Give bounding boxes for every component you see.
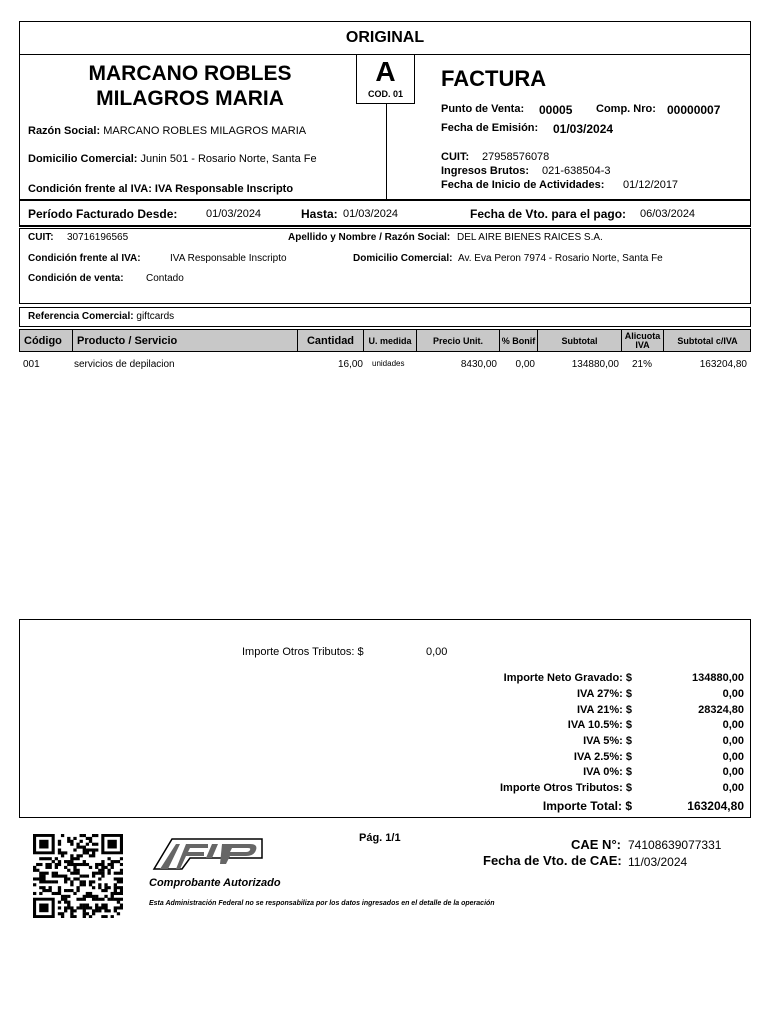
qr-code (33, 834, 123, 918)
afip-logo-text: AFIP (210, 870, 213, 871)
client-nombre-label: Apellido y Nombre / Razón Social: (288, 232, 451, 243)
total-line (20, 735, 750, 751)
referencia (28, 311, 174, 322)
client-domicilio-label: Domicilio Comercial: (353, 253, 453, 264)
total-line-label: Importe Otros Tributos: $ (499, 782, 632, 794)
client-venta-label: Condición de venta: (28, 273, 124, 284)
col-alicuota-line2: IVA (635, 340, 650, 350)
afip-logo-mark (150, 836, 266, 872)
client-cuit-value: 30716196565 (67, 232, 129, 243)
row-subtotal-iva: 163204,80 (699, 359, 747, 370)
total-line-label: IVA 27%: $ (576, 688, 632, 700)
col-alicuota (622, 330, 664, 352)
col-umedida: U. medida (364, 330, 417, 352)
issuer-name-line1: MARCANO ROBLES (88, 62, 292, 85)
col-subtotal-iva: Subtotal c/IVA (677, 335, 738, 346)
issuer-iva (28, 183, 293, 195)
invoice-header (19, 54, 751, 200)
row-subtotal: 134880,00 (571, 359, 619, 370)
comp-nro-value: 00000007 (667, 103, 721, 117)
row-bonif: 0,00 (515, 359, 535, 370)
grand-total-label: Importe Total: $ (542, 799, 632, 813)
client-nombre-value: DEL AIRE BIENES RAICES S.A. (457, 232, 603, 243)
row-codigo: 001 (23, 359, 40, 370)
row-precio: 8430,00 (460, 359, 497, 370)
punto-venta-value: 00005 (539, 103, 573, 117)
total-line-value: 0,00 (722, 688, 744, 700)
iibb-label: Ingresos Brutos: (441, 165, 530, 177)
col-subtotal: Subtotal (538, 330, 622, 352)
punto-venta-label: Punto de Venta: (441, 103, 525, 115)
referencia-label: Referencia Comercial: (28, 311, 134, 322)
total-line (20, 704, 750, 720)
client-iva-label: Condición frente al IVA: (28, 253, 141, 264)
page-number: Pág. 1/1 (359, 832, 401, 844)
period-row (19, 199, 751, 227)
referencia-value: giftcards (136, 311, 175, 322)
total-line-value: 0,00 (722, 751, 744, 763)
header-divider (386, 103, 387, 200)
total-line (20, 719, 750, 735)
doc-type-box (356, 54, 415, 104)
total-line-label: IVA 5%: $ (583, 735, 632, 747)
footer (19, 822, 751, 922)
total-line-value: 0,00 (722, 735, 744, 747)
iibb-value: 021-638504-3 (542, 165, 611, 177)
items-table-header (19, 329, 751, 352)
col-codigo: Código (20, 330, 73, 352)
inicio-value: 01/12/2017 (623, 179, 679, 191)
issuer-razon-social (28, 125, 306, 137)
fecha-emision-label: Fecha de Emisión: (441, 122, 539, 134)
otros-tributos-label: Importe Otros Tributos: $ (242, 646, 364, 658)
otros-tributos-value: 0,00 (426, 646, 448, 658)
cae-label: CAE N°: (571, 837, 621, 852)
copy-banner (19, 21, 751, 55)
total-line-value: 0,00 (722, 719, 744, 731)
period-hasta-value: 01/03/2024 (343, 208, 399, 220)
total-line-value: 0,00 (722, 766, 744, 778)
row-alicuota: 21% (632, 359, 653, 370)
issuer-name (40, 61, 340, 111)
col-precio: Precio Unit. (417, 330, 500, 352)
cae-vto-value: 11/03/2024 (628, 855, 688, 869)
fecha-emision-value: 01/03/2024 (553, 122, 614, 136)
inicio-label: Fecha de Inicio de Actividades: (441, 179, 605, 191)
period-desde-label: Período Facturado Desde: (28, 207, 178, 221)
comprobante-autorizado: Comprobante Autorizado (149, 877, 281, 889)
period-vto-label: Fecha de Vto. para el pago: (470, 207, 627, 221)
total-line-label: IVA 0%: $ (583, 766, 632, 778)
total-line (20, 782, 750, 798)
cae-vto-label: Fecha de Vto. de CAE: (483, 853, 622, 868)
row-umedida: unidades (372, 359, 405, 368)
issuer-cuit (441, 151, 469, 163)
domicilio-value: Junin 501 - Rosario Norte, Santa Fe (140, 153, 317, 165)
issuer-cuit-label: CUIT: (441, 151, 470, 163)
client-box (19, 228, 751, 304)
doc-type-letter: A (375, 56, 396, 87)
period-vto-value: 06/03/2024 (640, 208, 696, 220)
period-desde-value: 01/03/2024 (206, 208, 262, 220)
client-venta-value: Contado (146, 273, 184, 284)
invoice-title: FACTURA (441, 66, 547, 91)
razon-social-value: MARCANO ROBLES MILAGROS MARIA (103, 125, 307, 137)
referencia-box (19, 307, 751, 327)
comp-nro-label: Comp. Nro: (596, 103, 656, 115)
grand-total-value: 163204,80 (687, 799, 744, 813)
total-line-label: IVA 2.5%: $ (573, 751, 632, 763)
total-line-label: IVA 21%: $ (576, 704, 632, 716)
period-hasta-label: Hasta: (301, 207, 338, 221)
total-line-label: IVA 10.5%: $ (567, 719, 632, 731)
row-producto: servicios de depilacion (74, 359, 175, 370)
issuer-iva-value: IVA Responsable Inscripto (154, 183, 294, 195)
issuer-name-line2: MILAGROS MARIA (96, 87, 284, 110)
client-iva-value: IVA Responsable Inscripto (170, 253, 287, 264)
issuer-domicilio (28, 153, 317, 165)
col-producto: Producto / Servicio (73, 330, 298, 352)
razon-social-label: Razón Social: (28, 125, 101, 137)
client-domicilio-value: Av. Eva Peron 7974 - Rosario Norte, Santa Fe (458, 253, 663, 264)
afip-logo (150, 836, 266, 872)
issuer-iva-label: Condición frente al IVA: (28, 183, 152, 195)
col-alicuota-line1: Alicuota (624, 331, 661, 341)
copy-label: ORIGINAL (345, 29, 425, 46)
total-line-label: Importe Neto Gravado: $ (503, 672, 632, 684)
col-cantidad: Cantidad (298, 330, 364, 352)
totals-box (19, 619, 751, 818)
total-line (20, 672, 750, 688)
row-cantidad: 16,00 (337, 359, 363, 370)
total-line (20, 766, 750, 782)
domicilio-label: Domicilio Comercial: (28, 153, 138, 165)
client-cuit-label: CUIT: (28, 232, 54, 243)
col-bonif: % Bonif (500, 330, 538, 352)
issuer-cuit-value: 27958576078 (482, 151, 550, 163)
total-line (20, 751, 750, 767)
doc-type-code: COD. 01 (367, 89, 403, 99)
disclaimer: Esta Administración Federal no se responsabiliza por los datos ingresados en el detalle de la operación (149, 900, 495, 907)
cae-value: 74108639077331 (628, 838, 722, 852)
punto-venta (441, 103, 524, 115)
total-line (20, 688, 750, 704)
total-line-value: 134880,00 (692, 672, 744, 684)
grand-total (20, 799, 750, 815)
total-line-value: 28324,80 (698, 704, 744, 716)
table-row (19, 359, 751, 373)
total-line-value: 0,00 (722, 782, 744, 794)
